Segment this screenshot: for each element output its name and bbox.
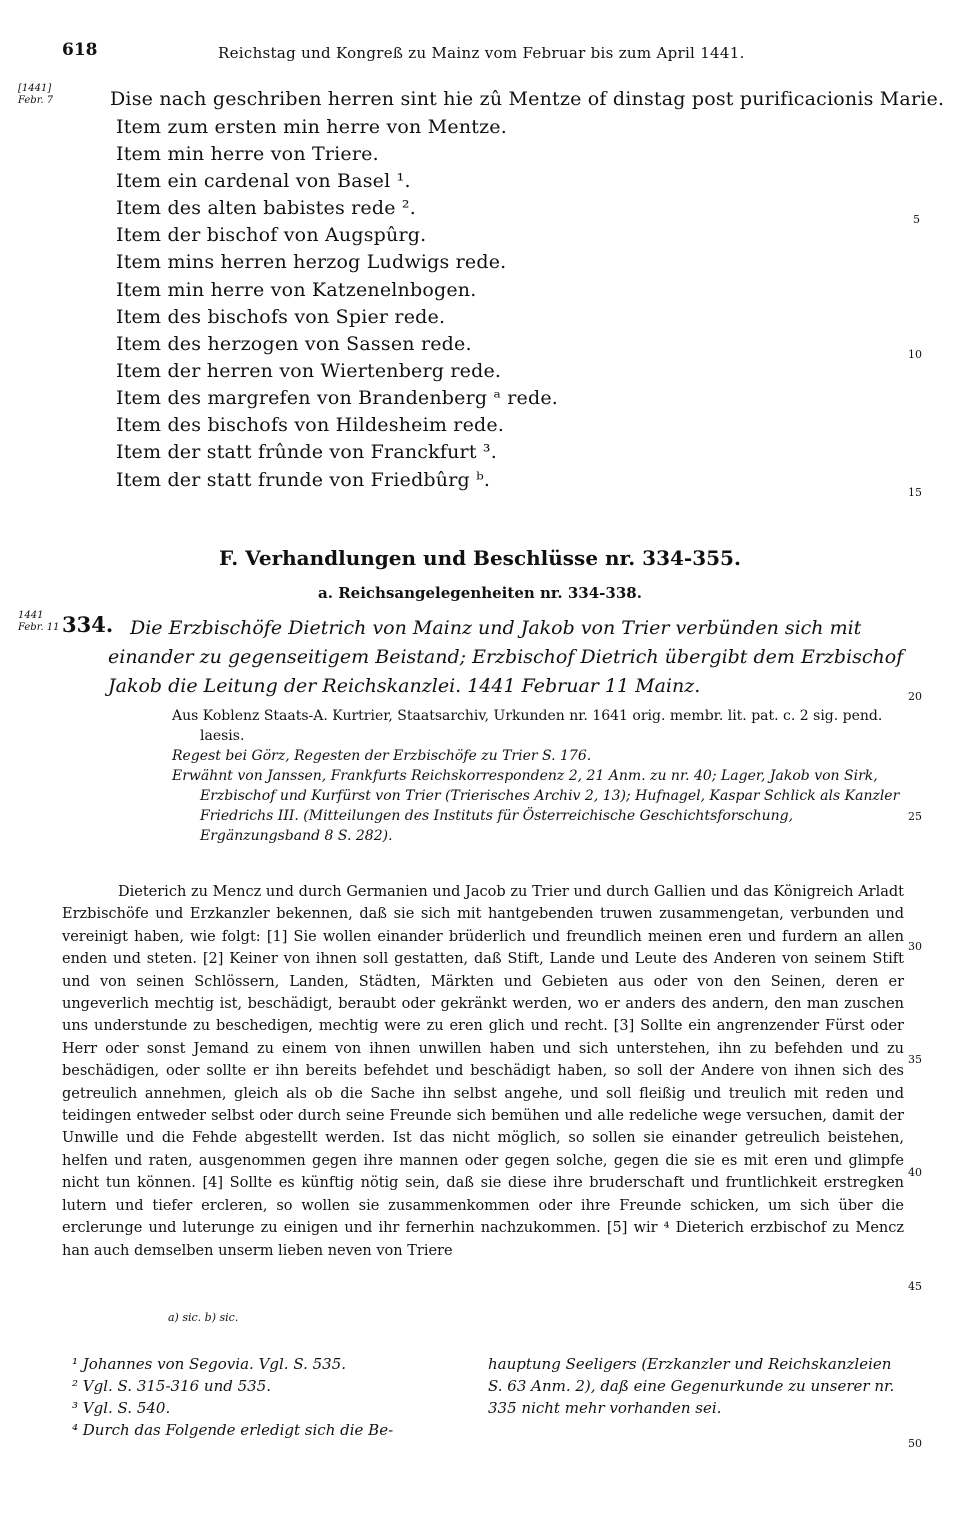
margin-date-top: [1441] Febr. 7 [18,83,54,106]
footnote: ³ Vgl. S. 540. [72,1399,171,1417]
running-title: Reichstag und Kongreß zu Mainz vom Februar bis zum April 1441. [218,44,745,62]
list-item: Item des margrefen von Brandenberg ᵃ rede. [116,387,559,409]
footnote: ¹ Johannes von Segovia. Vgl. S. 535. [72,1355,347,1373]
list-item: Item mins herren herzog Ludwigs rede. [116,251,507,273]
list-item: Item des bischofs von Hildesheim rede. [116,414,505,436]
list-item: Item der herren von Wiertenberg rede. [116,360,502,382]
list-item: Item der statt frunde von Friedbûrg ᵇ. [116,469,491,491]
footnotes-left-column [72,1353,462,1441]
list-item: Item des alten babistes rede ². [116,197,416,219]
line-number: 35 [908,1053,922,1066]
section-heading: F. Verhandlungen und Beschlüsse nr. 334-355. [219,546,741,570]
line-number: 15 [908,486,922,499]
line-number: 25 [908,810,922,823]
section-subheading: a. Reichsangelegenheiten nr. 334-338. [318,584,642,602]
source-note: Regest bei Görz, Regesten der Erzbischöfe zu Trier S. 176. [172,748,592,764]
line-number: 50 [908,1437,922,1450]
document-body-text: Dieterich zu Mencz und durch Germanien und Jacob zu Trier und durch Gallien und das Königreich Arladt Erzbischöfe und Erzkanzler bekennen, daß sie sich mit hantgebenden truwen zusammengetan, verbunden und vereinigt haben, wie folgt: [1] Sie wollen einander brüderlich und freundlich meinen eren und furdern an allen enden und steten. [2] Keiner von ihnen soll gestatten, daß Stift, Lande und Leute des Anderen von seinem Stift und von seinen Schlössern, Landen, Städten, Märkten und Gebieten aus oder von den Seinen, deren er ungeverlich mechtig ist, beschädigt, beraubt oder gekränkt werden, wo er anders des andern, den man zuschen uns understunde zu beschedigen, mechtig were zu eren glich und recht. [3] Sollte ein angrenzender Fürst oder Herr oder sonst Jemand zu einem von ihnen unwillen haben und sich unterstehen, ihn zu befehden und zu beschädigen, oder sollte er ihn bereits befehdet und beschädigt haben, so soll der Andere von ihnen sich des getreulich annehmen, gleich als ob die Sache ihn selbst angehe, und soll fleißig und treulich mit reden und teidingen entweder selbst oder durch seine Freunde sich bemühen und alle redeliche wege versuchen, damit der Unwille und die Fehde abgestellt werden. Ist das nicht möglich, so sollen sie einander getreulich beistehen, helfen und raten, ausgenommen gegen ihre mannen oder gegen solche, gegen die sie es mit eren und glimpfe nicht tun können. [4] Sollte es künftig nötig sein, daß sie diese ihre bruderschaft und fruntlichkeit erstregken lutern und tiefer ercleren, so wollen sie zusammenkommen oder ihre Freunde schicken, um sich über die erclerunge und luterunge zu einigen und ihr fernerhin nachzukommen. [5] wir ⁴ Dieterich erzbischof zu Mencz han auch demselben unserm lieben neven von Triere [62,884,904,1259]
source-note: Aus Koblenz Staats-A. Kurtrier, Staatsarchiv, Urkunden nr. 1641 orig. membr. lit. pat. c. 2 sig. pend. laesis. [172,708,883,744]
source-notes [172,706,907,846]
list-item: Item des herzogen von Sassen rede. [116,333,472,355]
list-item: Item ein cardenal von Basel ¹. [116,170,411,192]
page-number: 618 [62,40,98,60]
list-item: Item min herre von Triere. [116,143,379,165]
margin-date-doc: 1441 Febr. 11 [18,610,60,633]
list-item: Item zum ersten min herre von Mentze. [116,116,507,138]
line-number: 5 [913,213,920,226]
list-item: Item des bischofs von Spier rede. [116,306,446,328]
line-number: 45 [908,1280,922,1293]
list-item: Item der statt frûnde von Franckfurt ³. [116,441,497,463]
line-number: 40 [908,1166,922,1179]
line-number: 20 [908,690,922,703]
footnote: ⁴ Durch das Folgende erledigt sich die Be- [72,1421,394,1439]
line-number: 10 [908,348,922,361]
source-note: Erwähnt von Janssen, Frankfurts Reichskorrespondenz 2, 21 Anm. zu nr. 40; Lager, Jakob von Sirk, Erzbischof und Kurfürst von Trier (Trierisches Archiv 2, 13); Hufnagel, Kaspar Schlick als Kanzler Friedrichs III. (Mitteilungen des Instituts für Österreichische Geschichtsforschung, Ergänzungsband 8 S. 282). [172,768,900,844]
footnote: ² Vgl. S. 315-316 und 535. [72,1377,272,1395]
line-number: 30 [908,940,922,953]
footnote-continuation: hauptung Seeligers (Erzkanzler und Reichskanzleien S. 63 Anm. 2), daß eine Gegenurkunde zu unserer nr. 335 nicht mehr vorhanden sei. [488,1355,895,1417]
list-item: Item min herre von Katzenelnbogen. [116,279,477,301]
list-item: Item der bischof von Augspûrg. [116,224,427,246]
list-intro-line: Dise nach geschriben herren sint hie zû Mentze of dinstag post purificacionis Marie. [110,88,945,110]
document-number: 334. [62,612,114,637]
textual-footnotes: a) sic. b) sic. [168,1311,239,1324]
document-title: Die Erzbischöfe Dietrich von Mainz und Jakob von Trier verbünden sich mit einander zu gegenseitigem Beistand; Erzbischof Dietrich übergibt dem Erzbischof Jakob die Leitung der Reichskanzlei. 1441 Februar 11 Mainz. [108,617,904,697]
